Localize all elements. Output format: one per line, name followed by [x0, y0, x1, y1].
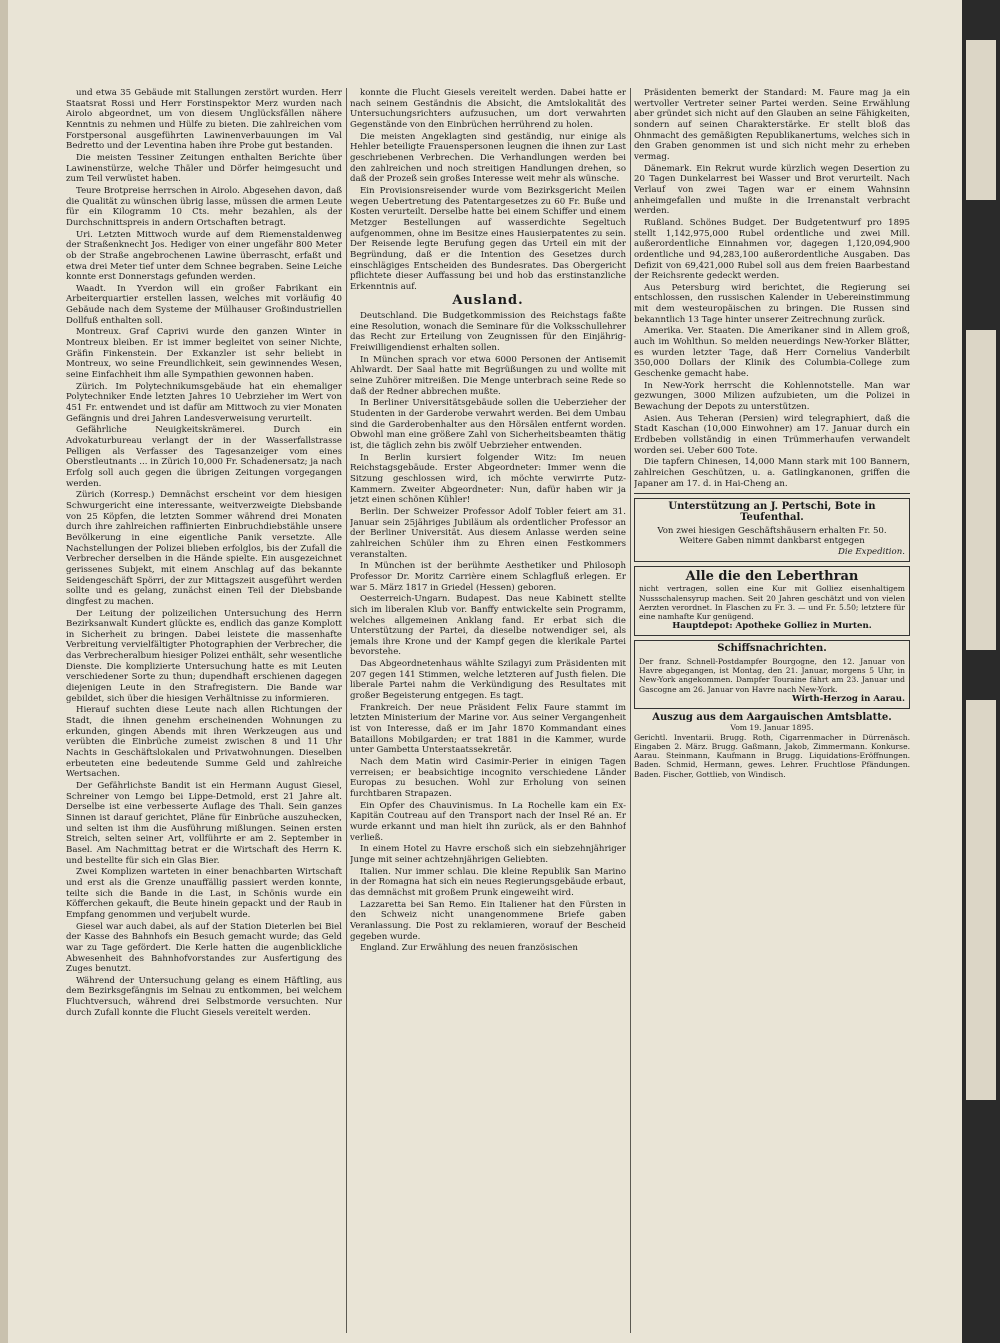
- article-paragraph: Präsidenten bemerkt der Standard: M. Faure mag ja ein wertvoller Vertreter seiner Partei werden. Seine Erwählung aber gründet sich nicht auf den Glauben an seine Fähigkeiten, sondern auf seinen Charakterstärke. Er stellt bloß das Ohnmacht des gemäßigten Republikanertums, welches sich in den Graben genommen ist und sich nicht mehr zu erheben vermag.: [634, 88, 910, 162]
- advertisement-leberthran: [634, 566, 910, 637]
- adjacent-page-fragment: [966, 40, 996, 200]
- article-paragraph: Rußland. Schönes Budget. Der Budgetentwurf pro 1895 stellt 1,142,975,000 Rubel ordentliche und zwei Mill. außerordentliche Einnahmen vor, dagegen 1,120,094,900 ordentliche und 94,283,100 außerordentliche Ausgaben. Das Defizit von 69,421,000 Rubel soll aus dem freien Baarbestand der Reichsrente gedeckt werden.: [634, 217, 910, 282]
- notice-title: Schiffsnachrichten.: [717, 643, 827, 655]
- article-paragraph: Gefährliche Neuigkeitskrämerei. Durch ein Advokaturbureau verlangt der in der Wasserfallstrasse Pelligen als Verfasser des Tagesanzeiger vom eines Oberstleutnants ... in Zürich 10,000 Fr. Schadenersatz; ja nach Erfolg soll auch gegen die übrigen Zeitungen vorgegangen werden.: [66, 425, 342, 489]
- article-paragraph: In Berlin kursiert folgender Witz: Im neuen Reichstagsgebäude. Erster Abgeordneter: Immer wenn die Sitzung geschlossen wird, ich möchte verwirrte Putz-Kammern. Zweiter Abgeordneter: Nun, dafür haben wir ja jetzt einen schönen Kühler!: [350, 452, 626, 506]
- notice-box-unterstuetzung: [634, 498, 910, 561]
- article-paragraph: Ein Opfer des Chauvinismus. In La Rochelle kam ein Ex-Kapitän Coutreau auf den Transport nach der Insel Ré an. Er wurde erkannt und man hielt ihn zurück, als er den Bahnhof verließ.: [350, 800, 626, 843]
- article-paragraph: In München ist der berühmte Aesthetiker und Philosoph Professor Dr. Moritz Carrière einem Schlagfluß erlegen. Er war 5. März 1817 in Griedel (Hessen) geboren.: [350, 561, 626, 593]
- amtsblatt-date: Vom 19. Januar 1895.: [730, 723, 814, 733]
- article-paragraph: Der Leitung der polizeilichen Untersuchung des Herrn Bezirksanwalt Kundert glückte es, endlich das ganze Komplott in Sicherheit zu bringen. Dabei leistete die massenhafte Verbreitung vervielfältigter Photographien der Verbrecher, die das Verbrecheralbum hiesiger Polizei enthält, sehr wesentliche Dienste. Die komplizierte Untersuchung hatte es mit Leuten verschiedener Sorte zu thun; dupendhaft erschienen dagegen diejenigen Leute in den Strafregistern. Die Bande war gebildet, sich über die hiesigen Verhältnisse zu informieren.: [66, 608, 342, 704]
- article-paragraph: Frankreich. Der neue Präsident Felix Faure stammt im letzten Ministerium der Marine vor. Aus seiner Vergangenheit ist von Interesse, daß er im Jahr 1870 Kommandant eines Bataillons Mobilgarden; er trat 1881 in die Kammer, wurde unter Gambetta Unterstaatssekretär.: [350, 702, 626, 756]
- article-paragraph: England. Zur Erwählung des neuen französischen: [360, 943, 578, 954]
- adjacent-page-fragment: [966, 330, 996, 650]
- column-2: [350, 88, 626, 1343]
- article-paragraph: Aus Petersburg wird berichtet, die Regierung sei entschlossen, den russischen Kalender in Uebereinstimmung mit dem westeuropäischen zu bringen. Die Russen sind bekanntlich 13 Tage hinter unserer Zeitrechnung zurück.: [634, 282, 910, 325]
- article-paragraph: Oesterreich-Ungarn. Budapest. Das neue Kabinett stellte sich im liberalen Klub vor. Banffy entwickelte sein Programm, welches allgemeinen Anklang fand. Er erbat sich die Unterstützung der Partei, da dieselbe notwendiger sei, als jemals ihre Krone und der Kampf gegen die klerikale Partei bevorstehe.: [350, 594, 626, 658]
- article-paragraph: Die meisten Angeklagten sind geständig, nur einige als Hehler beteiligte Frauenspersonen leugnen die ihnen zur Last geschriebenen Verbrechen. Die Verhandlungen werden bei den zahlreichen und noch streitigen Handlungen drehen, so daß der Prozeß sein großes Interesse weit mehr als wünsche.: [350, 131, 626, 185]
- article-paragraph: Hierauf suchten diese Leute nach allen Richtungen der Stadt, die ihnen genehm erscheinenden Wohnungen zu erkunden, gingen Abends mit ihren Werkzeugen aus und verübten die Einbrüche zumeist zwischen 8 und 11 Uhr Nachts in Geschäftslokalen und Privatwohnungen. Dieselben erbeuteten eine bedeutende Summe Geld und zahlreiche Wertsachen.: [66, 705, 342, 780]
- article-paragraph: Waadt. In Yverdon will ein großer Fabrikant ein Arbeiterquartier erstellen lassen, welches mit vorläufig 40 Gebäude nach dem Systeme der Mülhauser Großindustriellen Dollfuß enthalten soll.: [66, 283, 342, 326]
- ad-footer: Hauptdepot: Apotheke Golliez in Murten.: [672, 621, 872, 632]
- article-paragraph: Nach dem Matin wird Casimir-Perier in einigen Tagen verreisen; er beabsichtige incognito verschiedene Länder Europas zu besuchen. Wohl zur Erholung von seinen furchtbaren Strapazen.: [350, 757, 626, 799]
- article-paragraph: Lazzaretta bei San Remo. Ein Italiener hat den Fürsten in den Schweiz nicht unangenommene Briefe gaben Veranlassung. Die Post zu reklamieren, worauf der Bescheid gegeben wurde.: [350, 899, 626, 942]
- notice-schiffsnachrichten: [634, 640, 910, 709]
- column-3: [634, 88, 910, 1343]
- notice-text: Der franz. Schnell-Postdampfer Bourgogne, den 12. Januar von Havre abgegangen, ist Montag, den 21. Januar, morgens 5 Uhr, in New-York angekommen. Dampfer Touraine fährt am 23. Januar und Gascogne am 26. Januar von Havre nach New-York.: [639, 656, 905, 694]
- article-paragraph: Zürich. Im Polytechnikumsgebäude hat ein ehemaliger Polytechniker Ende letzten Jahres 10 Uebrzieher im Wert von 451 Fr. entwendet und ist dafür am Mittwoch zu vier Monaten Gefängnis und drei Jahren Landesverweisung verurteilt.: [66, 381, 342, 424]
- article-paragraph: Die tapfern Chinesen, 14,000 Mann stark mit 100 Bannern, zahlreichen Geschützen, u. a. Gatlingkanonen, griffen die Japaner am 17. d. in Hai-Cheng an.: [634, 457, 910, 489]
- article-paragraph: und etwa 35 Gebäude mit Stallungen zerstört wurden. Herr Staatsrat Rossi und Herr Forstinspektor Merz wurden nach Airolo abgeordnet, um von diesem Unglücksfällen nähere Kenntnis zu nehmen und Hülfe zu bieten. Die zahlreichen vom Forstpersonal ausgeführten Lawinenverbauungen im Val Bedretto und der Leventina haben ihre Probe gut bestanden.: [66, 88, 342, 152]
- article-paragraph: Das Abgeordnetenhaus wählte Szilagyi zum Präsidenten mit 207 gegen 141 Stimmen, welche letzteren auf Justh fielen. Die liberale Partei nahm die Verkündigung des Resultates mit großer Begeisterung entgegen. Es tagt.: [350, 659, 626, 702]
- article-paragraph: Berlin. Der Schweizer Professor Adolf Tobler feiert am 31. Januar sein 25jähriges Jubiläum als ordentlicher Professor an der Berliner Universität. Aus diesem Anlasse werden seine zahlreichen Schüler ihm zu Ehren einen Festkommers veranstalten.: [350, 506, 626, 560]
- amtsblatt-text: Gerichtl. Inventarii. Brugg. Roth, Cigarrenmacher in Dürrenäsch. Eingaben 2. März. Brugg. Gaßmann, Jakob, Zimmermann. Konkurse. Aarau. Steinmann, Kaufmann in Brugg. Liquidations-Eröffnungen. Baden. Schmid, Hermann, gewes. Lehrer. Fruchtlose Pfändungen. Baden. Fischer, Gottlieb, von Windisch.: [634, 732, 910, 779]
- article-paragraph: Ein Provisionsreisender wurde vom Bezirksgericht Meilen wegen Uebertretung des Patentargesetzes zu 60 Fr. Buße und Kosten verurteilt. Derselbe hatte bei einem Schiffer und einem Metzger Bestellungen auf wasserdichte Segeltuch aufgenommen, ohne im Besitze eines Hausierpatentes zu sein. Der Reisende legte Berufung gegen das Urteil ein mit der Begründung, daß er die Intention des Gesetzes durch einschlägiges Entscheiden des Bundesrates. Das Obergericht pflichtete dieser Auffassung bei und hob das erstinstanzliche Erkenntnis auf.: [350, 185, 626, 292]
- column-divider: [630, 88, 631, 1333]
- column-divider: [346, 88, 347, 1333]
- article-paragraph: Italien. Nur immer schlau. Die kleine Republik San Marino in der Romagna hat sich ein neues Regierungsgebäude erbaut, das demnächst mit großem Prunk eingeweiht wird.: [350, 866, 626, 898]
- notice-signature: Die Expedition.: [837, 546, 905, 557]
- article-paragraph: In einem Hotel zu Havre erschoß sich ein siebzehnjähriger Junge mit seiner achtzehnjährigen Geliebten.: [350, 844, 626, 865]
- notice-footer: Wirth-Herzog in Aarau.: [792, 693, 905, 704]
- notice-title: Unterstützung an J. Pertschi, Bote in Teufenthal.: [668, 501, 876, 523]
- adjacent-page-fragment: [966, 700, 996, 1100]
- article-paragraph: Zwei Komplizen warteten in einer benachbarten Wirtschaft und erst als die Grenze unauffällig passiert werden konnte, teilte sich die Bande in die Last, in Schönis wurde ein Köfferchen gekauft, die Beute hinein gepackt und der Raub in Empfang genommen und verjubelt wurde.: [66, 867, 342, 920]
- article-paragraph: Uri. Letzten Mittwoch wurde auf dem Riemenstaldenweg der Straßenknecht Jos. Hediger von einer ungefähr 800 Meter ob der Straße angebrochenen Lawine überrascht, erfaßt und etwa drei Meter tief unter dem Schnee begraben. Seine Leiche konnte erst Donnerstags gefunden werden.: [66, 229, 342, 283]
- divider: [634, 493, 910, 494]
- ad-text: nicht vertragen, sollen eine Kur mit Golliez eisenhaltigem Nussschalensyrup machen. Seit 20 Jahren geschätzt und von vielen Aerzten verordnet. In Flaschen zu Fr. 3. — und Fr. 5.50; letztere für eine namhafte Kur genügend.: [639, 584, 905, 622]
- article-paragraph: In New-York herrscht die Kohlennotstelle. Man war gezwungen, 3000 Milizen aufzubieten, um die Polizei in Bewachung der Depots zu unterstützen.: [634, 380, 910, 413]
- section-heading-ausland: Ausland.: [452, 293, 524, 309]
- article-paragraph: Asien. Aus Teheran (Persien) wird telegraphiert, daß die Stadt Kaschan (10,000 Einwohner) am 17. Januar durch ein Erdbeben vollständig in einen Trümmerhaufen verwandelt worden sei. Ueber 600 Tote.: [634, 413, 910, 456]
- article-paragraph: Giesel war auch dabei, als auf der Station Dieterlen bei Biel der Kasse des Bahnhofs ein Besuch gemacht wurde; das Geld war zu Tage gefördert. Die Kerle hatten die augenblickliche Abwesenheit des Bahnhofvorstandes zur Ausfertigung des Zuges benutzt.: [66, 921, 342, 975]
- page-edge: [0, 0, 8, 1343]
- article-paragraph: In Berliner Universitätsgebäude sollen die Ueberzieher der Studenten in der Garderobe verwahrt werden. Bei dem Umbau sind die Garderobenhalter aus den Hörsälen entfernt worden. Obwohl man eine größere Zahl von Sicherheitsbeamten thätig ist, die täglich zehn bis zwölf Uebrzieher entwenden.: [350, 398, 626, 451]
- article-paragraph: Während der Untersuchung gelang es einem Häftling, aus dem Bezirksgefängnis im Selnau zu entkommen, bei welchem Fluchtversuch, während drei Selbstmorde versuchten. Nur durch Zufall konnte die Flucht Giesels vereitelt werden.: [66, 975, 342, 1018]
- article-paragraph: Deutschland. Die Budgetkommission des Reichstags faßte eine Resolution, wonach die Seminare für die Volksschullehrer das Recht zur Erteilung von Zeugnissen für den Einjährig-Freiwilligendienst erhalten sollen.: [350, 311, 626, 354]
- article-paragraph: Teure Brotpreise herrschen in Airolo. Abgesehen davon, daß die Qualität zu wünschen übrig lasse, müssen die armen Leute für ein Kilogramm 10 Cts. mehr bezahlen, als der Durchschnittspreis in andern Ortschaften betragt.: [66, 185, 342, 228]
- article-paragraph: In München sprach vor etwa 6000 Personen der Antisemit Ahlwardt. Der Saal hatte mit Begrüßungen zu und wollte mit seine Zuhörer mitreißen. Die Menge unterbrach seine Rede so daß der Redner abbrechen mußte.: [350, 354, 626, 397]
- column-1: [66, 88, 342, 1343]
- article-paragraph: konnte die Flucht Giesels vereitelt werden. Dabei hatte er nach seinem Geständnis die Absicht, die Amtslokalität des Untersuchungsrichters aufzusuchen, um dort verwahrten Gegenstände von den Einbrüchen herrührend zu holen.: [350, 88, 626, 130]
- amtsblatt-section: [634, 713, 910, 779]
- article-paragraph: Zürich (Korresp.) Demnächst erscheint vor dem hiesigen Schwurgericht eine interessante, weitverzweigte Diebsbande von 25 Köpfen, die letzten Sommer während drei Monaten durch ihre zahlreichen raffinierten Einbruchdiebstähle unsere Bevölkerung in eine eigentliche Panik versetzte. Alle Nachstellungen der Polizei blieben erfolglos, bis der Zufall die Verbrecher derselben in die Hände spielte. Ein ausgezeichnet gerissenes Subjekt, mit einem Anschlag auf das bekannte Seidengeschäft Spörri, der zur Mittagszeit ausgeführt werden sollte und es gelang, zunächst einen Teil der Diebsbande dingfest zu machen.: [66, 490, 342, 607]
- notice-line: Von zwei hiesigen Geschäftshäusern erhalten Fr. 50.: [657, 525, 887, 536]
- article-paragraph: Amerika. Ver. Staaten. Die Amerikaner sind in Allem groß, auch im Wohlthun. So melden neuerdings New-Yorker Blätter, es wurden letzter Tage, daß Herr Cornelius Vanderbilt 350,000 Dollars der Klinik des Columbia-College zum Geschenke gemacht habe.: [634, 326, 910, 380]
- article-paragraph: Dänemark. Ein Rekrut wurde kürzlich wegen Desertion zu 20 Tagen Dunkelarrest bei Wasser und Brot verurteilt. Nach Verlauf von zwei Tagen war er einem Wahnsinn anheimgefallen und mußte in die Irrenanstalt verbracht werden.: [634, 163, 910, 217]
- amtsblatt-title: Auszug aus dem Aargauischen Amtsblatte.: [652, 711, 892, 723]
- article-paragraph: Montreux. Graf Caprivi wurde den ganzen Winter in Montreux bleiben. Er ist immer begleitet von seiner Nichte, Gräfin Finkenstein. Der Exkanzler ist sehr beliebt in Montreux, wo seine Freundlichkeit, sein gewinnendes Wesen, seine Einfachheit ihm alle Sympathien gewonnen haben.: [66, 327, 342, 381]
- article-paragraph: Der Gefährlichste Bandit ist ein Hermann August Giesel, Schreiner von Lemgo bei Lippe-Detmold, erst 21 Jahre alt. Derselbe ist eine verbesserte Auflage des Thali. Sein ganzes Sinnen ist darauf gerichtet, Pläne für Einbrüche auszuhecken, und selten ist ihm die Ausführung mißlungen. Seinen ersten Streich, selten seiner Art, vollführte er am 2. September in Basel. Am Nachmittag betrat er die Wirtschaft des Herrn K. und bestellte für sich ein Glas Bier.: [66, 781, 342, 866]
- article-paragraph: Die meisten Tessiner Zeitungen enthalten Berichte über Lawinenstürze, welche Thäler und Dörfer heimgesucht und zum Teil verwüstet haben.: [66, 152, 342, 185]
- ad-title: Alle die den Leberthran: [685, 568, 859, 584]
- adjacent-page-strip: [962, 0, 1000, 1343]
- notice-line: Weitere Gaben nimmt dankbarst entgegen: [679, 536, 865, 547]
